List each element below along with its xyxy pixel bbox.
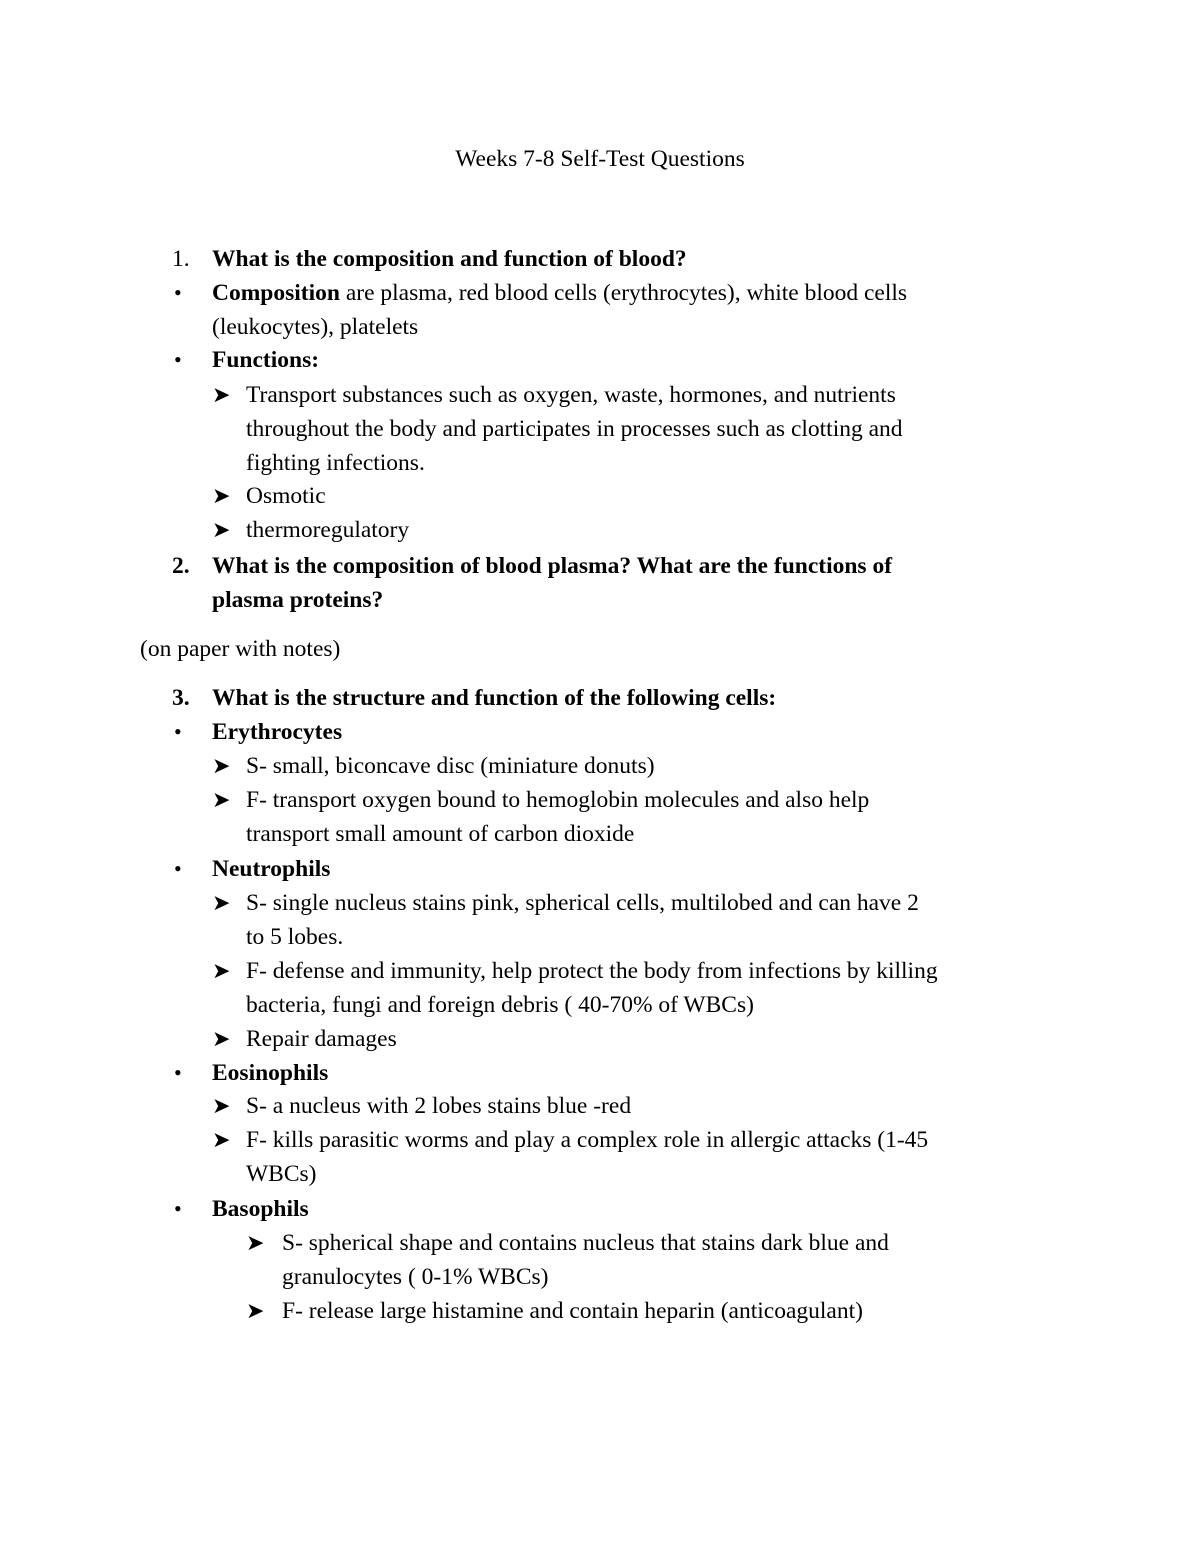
neutrophils-structure-line-2: to 5 lobes. <box>246 924 344 950</box>
neutrophils-repair: Repair damages <box>246 1026 397 1052</box>
eosinophils-function-line-2: WBCs) <box>246 1161 317 1187</box>
arrow-bullet-icon: ➤ <box>212 1127 231 1152</box>
question-1-number: 1. <box>172 246 190 272</box>
bullet-icon: • <box>174 719 182 744</box>
bullet-icon: • <box>174 856 182 881</box>
arrow-bullet-icon: ➤ <box>212 787 231 812</box>
basophils-function: F- release large histamine and contain heparin (anticoagulant) <box>282 1298 863 1324</box>
arrow-bullet-icon: ➤ <box>212 1026 231 1051</box>
composition-label: Composition <box>212 280 340 306</box>
bullet-icon: • <box>174 1196 182 1221</box>
bullet-icon: • <box>174 347 182 372</box>
neutrophils-function-line-2: bacteria, fungi and foreign debris ( 40-70% of WBCs) <box>246 992 754 1018</box>
function-osmotic: Osmotic <box>246 483 326 509</box>
bullet-icon: • <box>174 1060 182 1085</box>
function-transport-line-2: throughout the body and participates in processes such as clotting and <box>246 416 903 442</box>
page-title: Weeks 7-8 Self-Test Questions <box>455 146 745 172</box>
question-2-number: 2. <box>172 553 190 579</box>
question-3-number: 3. <box>172 685 190 711</box>
bullet-icon: • <box>174 280 182 305</box>
question-1-text: What is the composition and function of blood? <box>212 246 687 272</box>
arrow-bullet-icon: ➤ <box>212 753 231 778</box>
eosinophils-function-line-1: F- kills parasitic worms and play a complex role in allergic attacks (1-45 <box>246 1127 929 1153</box>
arrow-bullet-icon: ➤ <box>212 1093 231 1118</box>
basophils-structure-line-2: granulocytes ( 0-1% WBCs) <box>282 1264 549 1290</box>
composition-line-1 <box>212 278 907 308</box>
question-3-text: What is the structure and function of the following cells: <box>212 685 777 711</box>
erythrocytes-structure: S- small, biconcave disc (miniature donuts) <box>246 753 655 779</box>
arrow-bullet-icon: ➤ <box>212 382 231 407</box>
arrow-bullet-icon: ➤ <box>212 890 231 915</box>
question-2-line-2: plasma proteins? <box>212 587 384 613</box>
erythrocytes-function-line-2: transport small amount of carbon dioxide <box>246 821 635 847</box>
functions-label: Functions: <box>212 347 320 373</box>
basophils-label: Basophils <box>212 1196 309 1222</box>
composition-line-2: (leukocytes), platelets <box>212 314 419 340</box>
question-2-line-1: What is the composition of blood plasma? What are the functions of <box>212 553 893 579</box>
arrow-bullet-icon: ➤ <box>246 1230 265 1255</box>
function-transport-line-3: fighting infections. <box>246 450 425 476</box>
erythrocytes-label: Erythrocytes <box>212 719 343 745</box>
arrow-bullet-icon: ➤ <box>246 1298 265 1323</box>
neutrophils-label: Neutrophils <box>212 856 331 882</box>
note-text: (on paper with notes) <box>140 636 341 662</box>
eosinophils-label: Eosinophils <box>212 1060 329 1086</box>
eosinophils-structure: S- a nucleus with 2 lobes stains blue -red <box>246 1093 632 1119</box>
erythrocytes-function-line-1: F- transport oxygen bound to hemoglobin molecules and also help <box>246 787 870 813</box>
arrow-bullet-icon: ➤ <box>212 958 231 983</box>
neutrophils-structure-line-1: S- single nucleus stains pink, spherical cells, multilobed and can have 2 <box>246 890 919 916</box>
arrow-bullet-icon: ➤ <box>212 483 231 508</box>
function-thermoregulatory: thermoregulatory <box>246 517 410 543</box>
neutrophils-function-line-1: F- defense and immunity, help protect the body from infections by killing <box>246 958 938 984</box>
composition-text: are plasma, red blood cells (erythrocytes), white blood cells <box>339 280 908 306</box>
function-transport-line-1: Transport substances such as oxygen, waste, hormones, and nutrients <box>246 382 896 408</box>
basophils-structure-line-1: S- spherical shape and contains nucleus that stains dark blue and <box>282 1230 889 1256</box>
arrow-bullet-icon: ➤ <box>212 517 231 542</box>
